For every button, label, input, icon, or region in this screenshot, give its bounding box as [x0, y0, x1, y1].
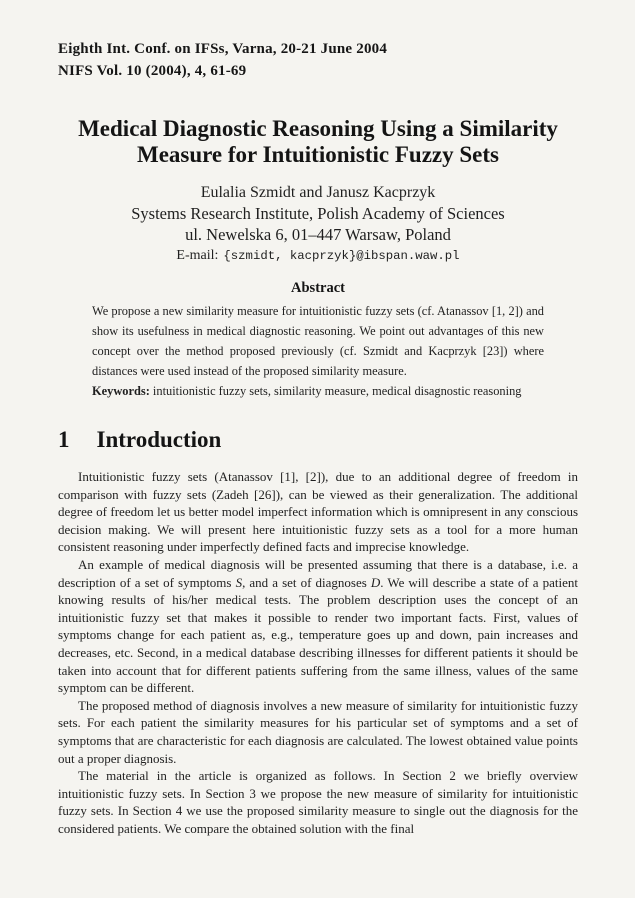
math-symbol-S: S: [235, 574, 243, 590]
paragraph-1: Intuitionistic fuzzy sets (Atanassov [1], [2]), due to an additional degree of freedom in comparison with fuzzy sets (Zadeh [26]), can be viewed as their generalization. The additional degree of freedom let us better model imperfect information which is omnipresent in any conscious decision making. We will present here intuitionistic fuzzy sets as a tool for a more human consistent reasoning under imperfectly defined facts and imprecise knowledge.: [58, 469, 578, 555]
section-number: 1: [58, 427, 70, 452]
paper-title-line2: Measure for Intuitionistic Fuzzy Sets: [136, 142, 499, 167]
keywords-label: Keywords:: [92, 384, 150, 398]
authors: Eulalia Szmidt and Janusz Kacprzyk: [200, 184, 436, 201]
keywords-line: [92, 381, 544, 401]
email-address: {szmidt, kacprzyk}@ibspan.waw.pl: [223, 249, 460, 263]
abstract-heading: Abstract: [291, 280, 345, 296]
introduction-body: [58, 468, 578, 837]
affiliation: Systems Research Institute, Polish Academy of Sciences: [131, 204, 505, 223]
paper-title-line1: Medical Diagnostic Reasoning Using a Similarity: [78, 116, 558, 141]
paragraph-2-text: . We will describe a state of a patient knowing results of his/her medical tests. The problem description uses the concept of an intuitionistic fuzzy set that makes it possible to render two important facts. First, values of symptoms change for each patient as, e.g., temperature goes up and down, pain increases and decreases, etc. Second, in a medical database describing illnesses for different patients it should be taken into account that for different patients suffering from the same illness, values of the same symptom can be different.: [58, 574, 578, 696]
section-heading-introduction: [58, 427, 578, 453]
conference-line: Eighth Int. Conf. on IFSs, Varna, 20-21 June 2004: [58, 41, 388, 57]
email-label: E-mail:: [176, 248, 219, 263]
paragraph-2: [58, 556, 578, 697]
volume-line: NIFS Vol. 10 (2004), 4, 61-69: [58, 63, 247, 79]
keywords-text: intuitionistic fuzzy sets, similarity measure, medical disagnostic reasoning: [149, 384, 522, 398]
paragraph-2-text: An example of medical diagnosis will be presented assuming that there is a database, i.e. a description of a set of symptoms: [58, 556, 578, 590]
paragraph-3: The proposed method of diagnosis involves a new measure of similarity for intuitionistic fuzzy sets. For each patient the similarity measures for his particular set of symptoms and a set of symptoms that are characteristic for each diagnosis are calculated. The lowest obtained value points out a proper diagnosis.: [58, 697, 578, 766]
paragraph-4: The material in the article is organized as follows. In Section 2 we briefly overview intuitionistic fuzzy sets. In Section 3 we propose the new measure of similarity for intuitionistic fuzzy sets. In Section 4 we use the proposed similarity measure to single out the diagnosis for the considered patients. We compare the obtained solution with the final: [58, 768, 578, 836]
conference-header: [58, 38, 578, 82]
math-symbol-D: D: [370, 574, 381, 590]
section-title: Introduction: [96, 427, 222, 452]
address: ul. Newelska 6, 01–447 Warsaw, Poland: [185, 225, 451, 244]
abstract-text: We propose a new similarity measure for intuitionistic fuzzy sets (cf. Atanassov [1, 2]) and show its usefulness in medical diagnostic reasoning. We point out advantages of this new concept over the method proposed previously (cf. Szmidt and Kacprzyk [23]) where distances were used instead of the proposed similarity measure.: [92, 304, 544, 378]
email-line: [58, 247, 578, 265]
abstract-block: [92, 279, 544, 401]
paragraph-2-text: , and a set of diagnoses: [242, 574, 371, 590]
paper-title: [58, 116, 578, 168]
